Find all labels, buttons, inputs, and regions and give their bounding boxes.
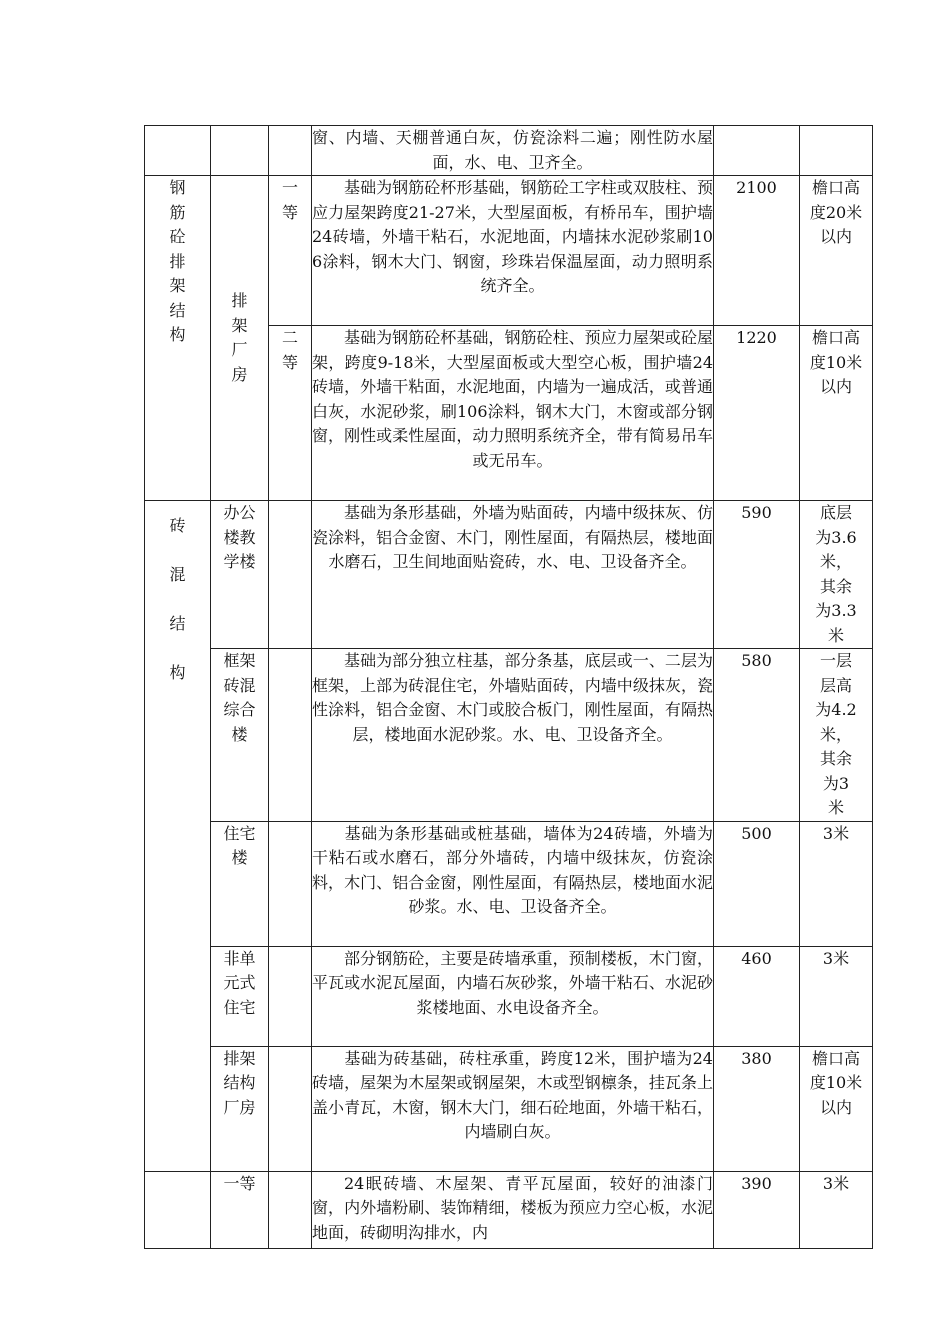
subtype-label: 排架结构厂房 [223, 1048, 256, 1117]
table-row [145, 176, 873, 326]
grade-cell [269, 501, 312, 649]
table-row [145, 501, 873, 649]
description-cell [312, 501, 714, 649]
price-cell: 1220 [714, 326, 800, 501]
note-text: 3米 [822, 1173, 850, 1193]
note-text: 檐口高度10米以内 [809, 1048, 863, 1117]
subtype-cell [211, 946, 269, 1046]
grade-label: 二等 [281, 328, 298, 372]
grade-cell [269, 326, 312, 501]
subtype-label: 住宅楼 [223, 823, 256, 867]
description-text: 基础为条形基础，外墙为贴面砖，内墙中级抹灰、仿瓷涂料，铝合金窗、木门，刚性屋面，有隔热层，楼地面水磨石，卫生间地面贴瓷砖，水、电、卫设备齐全。 [312, 503, 713, 571]
description-text: 窗、内墙、天棚普通白灰，仿瓷涂料二遍；刚性防水屋面，水、电、卫齐全。 [312, 128, 713, 172]
note-text: 一层层高为4.2米，其余为3米 [815, 651, 857, 817]
subtype-label: 非单元式住宅 [223, 948, 256, 1017]
grade-cell [269, 176, 312, 326]
grade-cell [269, 946, 312, 1046]
subtype-cell [211, 649, 269, 822]
table-row [145, 946, 873, 1046]
category-cell [145, 176, 211, 501]
description-cell [312, 946, 714, 1046]
subtype-label: 办公楼教学楼 [223, 503, 256, 571]
table-row [145, 821, 873, 946]
note-cell [800, 946, 873, 1046]
description-text: 基础为条形基础或桩基础，墙体为24砖墙，外墙为干粘石或水磨石，部分外墙砖，内墙中级抹灰，仿瓷涂料，木门、铝合金窗，刚性屋面，有隔热层，楼地面水泥砂浆。水、电、卫设备齐全。 [312, 823, 713, 916]
description-text: 基础为钢筋砼杯基础，钢筋砼柱、预应力屋架或砼屋架，跨度9-18米，大型屋面板或大型空心板，围护墙24砖墙，外墙干粘面，水泥地面，内墙为一遍成活，或普通白灰，水泥砂浆，刷106涂料，钢木大门，木窗或部分钢窗，刚性或柔性屋面，动力照明系统齐全，带有简易吊车或无吊车。 [312, 328, 713, 470]
description-text: 基础为部分独立柱基，部分条基，底层或一、二层为框架，上部为砖混住宅，外墙贴面砖，内墙中级抹灰，瓷性涂料，铝合金窗、木门或胶合板门，刚性屋面，有隔热层，楼地面水泥砂浆。水、电、卫设备齐全。 [312, 651, 713, 744]
subtype-cell [211, 126, 269, 176]
subtype-cell: 一等 [211, 1171, 269, 1248]
note-cell [800, 326, 873, 501]
price-cell: 380 [714, 1046, 800, 1171]
note-cell [800, 1171, 873, 1248]
category-cell [145, 126, 211, 176]
note-text: 檐口高度10米以内 [809, 328, 863, 396]
table-row [145, 126, 873, 176]
description-text: 基础为钢筋砼杯形基础，钢筋砼工字柱或双肢柱、预应力屋架跨度21-27米，大型屋面板，有桥吊车，围护墙24砖墙，外墙干粘石，水泥地面，内墙抹水泥砂浆刷106涂料，钢木大门、钢窗，珍珠岩保温屋面，动力照明系统齐全。 [312, 178, 713, 295]
note-text: 3米 [822, 823, 850, 843]
note-cell [800, 821, 873, 946]
building-cost-table [144, 125, 873, 1249]
price-cell: 580 [714, 649, 800, 822]
table-row [145, 649, 873, 822]
table-row [145, 1171, 873, 1248]
description-cell [312, 176, 714, 326]
note-text: 檐口高度20米以内 [809, 178, 863, 246]
grade-cell [269, 1046, 312, 1171]
grade-cell [269, 126, 312, 176]
note-cell [800, 126, 873, 176]
subtype-cell [211, 821, 269, 946]
note-cell [800, 501, 873, 649]
grade-cell [269, 821, 312, 946]
description-cell [312, 649, 714, 822]
description-cell [312, 1171, 714, 1248]
table-row [145, 1046, 873, 1171]
price-cell: 2100 [714, 176, 800, 326]
price-cell: 500 [714, 821, 800, 946]
grade-cell [269, 1171, 312, 1248]
grade-label: 一等 [281, 178, 298, 222]
description-text: 24眠砖墙、木屋架、青平瓦屋面，较好的油漆门窗，内外墙粉刷、装饰精细，楼板为预应力空心板，水泥地面，砖砌明沟排水，内 [312, 1173, 713, 1242]
description-cell [312, 126, 714, 176]
price-cell: 390 [714, 1171, 800, 1248]
category-label: 钢筋砼排架结构 [169, 178, 186, 344]
note-cell [800, 176, 873, 326]
description-text: 基础为砖基础，砖柱承重，跨度12米，围护墙为24砖墙，屋架为木屋架或钢屋架，木或型钢檩条，挂瓦条上盖小青瓦，木窗，钢木大门，细石砼地面，外墙干粘石，内墙刷白灰。 [312, 1048, 713, 1141]
description-text: 部分钢筋砼，主要是砖墙承重，预制楼板，木门窗，平瓦或水泥瓦屋面，内墙石灰砂浆，外墙干粘石、水泥砂浆楼地面、水电设备齐全。 [312, 948, 713, 1017]
note-text: 3米 [822, 948, 850, 968]
category-label: 砖混结构 [169, 516, 186, 682]
note-cell [800, 649, 873, 822]
subtype-cell [211, 1046, 269, 1171]
grade-cell [269, 649, 312, 822]
price-cell: 590 [714, 501, 800, 649]
note-cell [800, 1046, 873, 1171]
subtype-cell [211, 501, 269, 649]
subtype-cell [211, 176, 269, 501]
description-cell [312, 821, 714, 946]
description-cell [312, 326, 714, 501]
price-cell [714, 126, 800, 176]
price-cell: 460 [714, 946, 800, 1046]
category-cell [145, 501, 211, 1172]
description-cell [312, 1046, 714, 1171]
note-text: 底层为3.6米，其余为3.3米 [815, 503, 857, 645]
subtype-label: 排架厂房 [231, 291, 248, 384]
category-cell [145, 1171, 211, 1248]
subtype-label: 框架砖混综合楼 [223, 651, 256, 744]
